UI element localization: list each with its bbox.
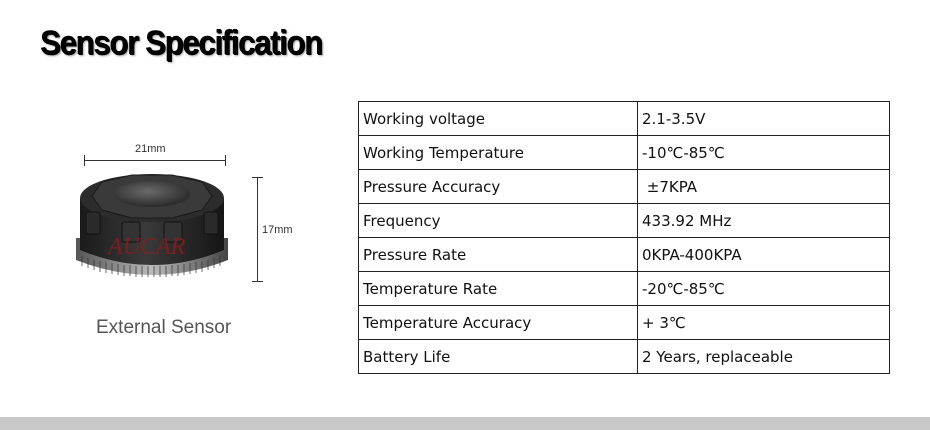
- spec-label: Battery Life: [359, 340, 638, 374]
- specification-table: [358, 101, 890, 374]
- spec-label: Pressure Accuracy: [359, 170, 638, 204]
- sensor-caption: External Sensor: [96, 317, 232, 338]
- table-row: [359, 340, 890, 374]
- spec-value: 433.92 MHz: [638, 204, 890, 238]
- footer-bar: [0, 417, 930, 430]
- table-row: [359, 136, 890, 170]
- page-title: Sensor Specification: [40, 24, 322, 62]
- width-dimension-line: [84, 160, 226, 161]
- spec-value: -20℃-85℃: [638, 272, 890, 306]
- table-row: [359, 204, 890, 238]
- spec-label: Pressure Rate: [359, 238, 638, 272]
- table-row: [359, 306, 890, 340]
- spec-value: + 3℃: [638, 306, 890, 340]
- sensor-figure: [60, 130, 320, 350]
- spec-label: Temperature Rate: [359, 272, 638, 306]
- spec-label: Working Temperature: [359, 136, 638, 170]
- spec-label: Frequency: [359, 204, 638, 238]
- height-dimension-line: [257, 177, 258, 282]
- height-dimension-label: 17mm: [262, 224, 293, 236]
- spec-value: -10℃-85℃: [638, 136, 890, 170]
- spec-label: Working voltage: [359, 102, 638, 136]
- sensor-logo: AUCAR: [108, 234, 186, 260]
- spec-value: 2.1-3.5V: [638, 102, 890, 136]
- table-row: [359, 238, 890, 272]
- table-row: [359, 102, 890, 136]
- table-row: [359, 170, 890, 204]
- spec-value: 0KPA-400KPA: [638, 238, 890, 272]
- spec-value: 2 Years, replaceable: [638, 340, 890, 374]
- width-dimension-label: 21mm: [135, 143, 166, 155]
- sensor-image: [72, 168, 232, 293]
- table-row: [359, 272, 890, 306]
- spec-value: ±7KPA: [638, 170, 890, 204]
- spec-label: Temperature Accuracy: [359, 306, 638, 340]
